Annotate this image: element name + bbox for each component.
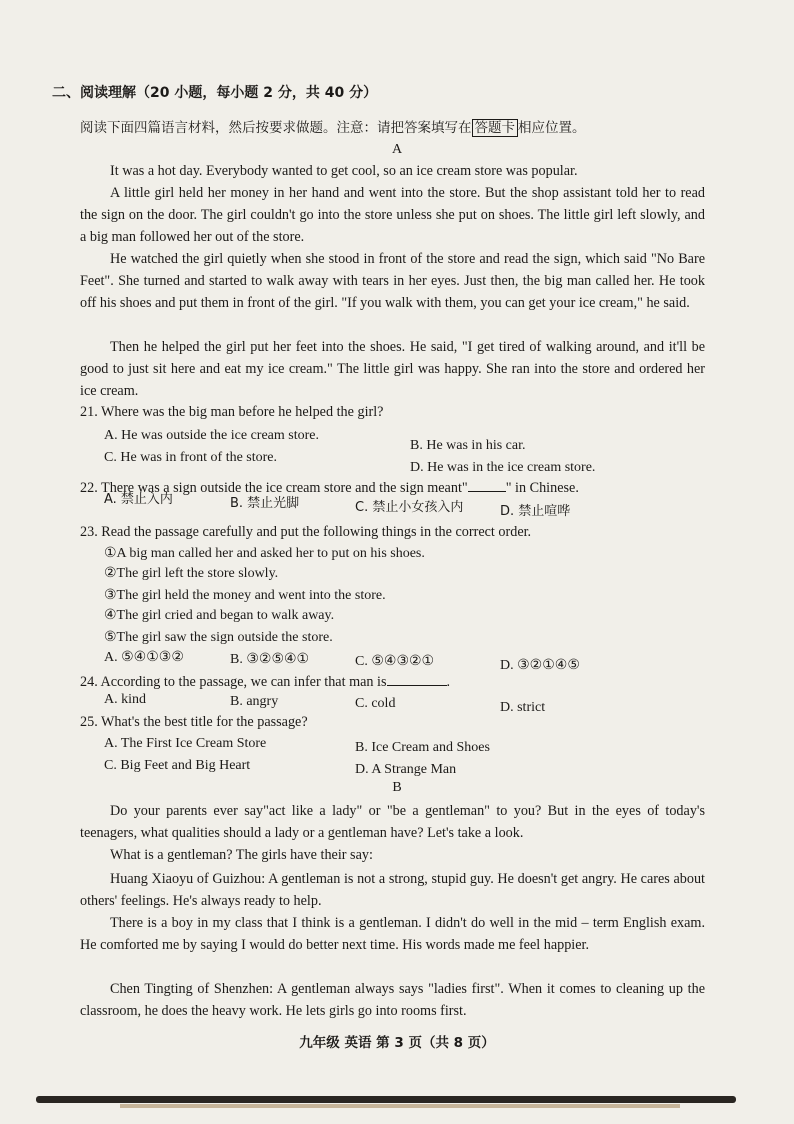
q23-item-1: ①A big man called her and asked her to put on his shoes. — [104, 546, 425, 561]
section-title: 二、阅读理解（20 小题，每小题 2 分，共 40 分） — [52, 85, 378, 101]
passage-a-paragraph-4: Then he helped the girl put her feet into the shoes. He said, "I get tired of walking around, and it'll be good to just sit here and eat my ice cream." The little girl was happy. She ran into the store and ordered her ice cream. — [80, 339, 705, 399]
q24-option-d: D. strict — [500, 700, 546, 715]
q25-option-a: A. The First Ice Cream Store — [104, 736, 267, 751]
scan-edge-shadow — [36, 1096, 736, 1103]
q23-option-d: D. ③②①④⑤ — [500, 658, 580, 673]
q24-stem-end: . — [446, 674, 451, 690]
question-24 — [80, 672, 720, 692]
passage-b-paragraph-4: There is a boy in my class that I think is a gentleman. I didn't do well in the mid – term English exam. He comforted me by saying I would do better next time. His words made me feel happier. — [80, 915, 705, 953]
q24-stem: 24. According to the passage, we can infer that man is — [80, 674, 387, 690]
q23-option-b: B. ③②⑤④① — [230, 652, 310, 667]
q23-item-3: ③The girl held the money and went into the store. — [104, 588, 386, 603]
passage-a-label: A — [391, 142, 403, 157]
q22-option-d: D. 禁止喧哗 — [500, 504, 571, 519]
q21-option-a: A. He was outside the ice cream store. — [104, 428, 319, 443]
question-21: 21. Where was the big man before he helped the girl? — [80, 404, 384, 420]
q25-option-b: B. Ice Cream and Shoes — [355, 740, 490, 755]
q21-option-c: C. He was in front of the store. — [104, 450, 278, 465]
passage-a-paragraph-3: He watched the girl quietly when she stood in front of the store and read the sign, which said "No Bare Feet". She turned and started to walk away with tears in her eyes. Just then, the big man called her. He took off his shoes and put them in front of the girl. "If you walk with them, you can get your ice cream," he said. — [80, 251, 705, 311]
passage-b-paragraph-5: Chen Tingting of Shenzhen: A gentleman always says "ladies first". When it comes to cleaning up the classroom, he does the heavy work. He lets girls go into rooms first. — [80, 981, 705, 1019]
answer-sheet-box: 答题卡 — [472, 119, 519, 137]
instruction-text: 阅读下面四篇语言材料，然后按要求做题。注意：请把答案填写在 — [80, 120, 472, 136]
q23-item-4: ④The girl cried and began to walk away. — [104, 608, 335, 623]
passage-b-paragraph-1: Do your parents ever say"act like a lady" or "be a gentleman" to you? But in the eyes of today's teenagers, what qualities should a lady or a gentleman have? Let's take a look. — [80, 803, 705, 841]
q25-option-d: D. A Strange Man — [355, 762, 457, 777]
q23-item-2: ②The girl left the store slowly. — [104, 566, 279, 581]
question-25: 25. What's the best title for the passage? — [80, 714, 308, 730]
passage-a-paragraph-2: A little girl held her money in her hand and went into the store. But the shop assistant told her to read the sign on the door. The girl couldn't go into the store unless she put on shoes. The little girl left slowly, and a big man followed her out of the store. — [80, 185, 705, 245]
q22-blank — [468, 479, 506, 492]
passage-b-label: B — [392, 780, 402, 795]
q21-option-d: D. He was in the ice cream store. — [410, 460, 596, 475]
passage-b-paragraph-3: Huang Xiaoyu of Guizhou: A gentleman is not a strong, stupid guy. He doesn't get angry. He cares about others' feelings. He's always ready to help. — [80, 871, 705, 909]
question-22 — [80, 478, 720, 498]
q23-option-c: C. ⑤④③②① — [355, 654, 435, 669]
q24-option-c: C. cold — [355, 696, 396, 711]
instruction — [80, 116, 586, 136]
q22-stem: 22. There was a sign outside the ice cream store and the sign meant" — [80, 480, 468, 496]
q22-option-a: A. 禁止入内 — [104, 492, 173, 507]
q21-option-b: B. He was in his car. — [410, 438, 526, 453]
q25-option-c: C. Big Feet and Big Heart — [104, 758, 251, 773]
q23-option-a: A. ⑤④①③② — [104, 650, 184, 665]
instruction-text-end: 相应位置。 — [518, 120, 586, 136]
q22-option-c: C. 禁止小女孩入内 — [355, 500, 464, 515]
q22-stem-end: " in Chinese. — [505, 480, 579, 496]
q24-blank — [387, 673, 447, 686]
q24-option-a: A. kind — [104, 692, 146, 707]
q24-option-b: B. angry — [230, 694, 279, 709]
page-footer: 九年级 英语 第 3 页（共 8 页） — [299, 1035, 495, 1051]
passage-a-paragraph-1: It was a hot day. Everybody wanted to get cool, so an ice cream store was popular. — [110, 163, 578, 179]
q22-option-b: B. 禁止光脚 — [230, 496, 300, 511]
q23-item-5: ⑤The girl saw the sign outside the store. — [104, 630, 333, 645]
question-23: 23. Read the passage carefully and put the following things in the correct order. — [80, 524, 532, 540]
passage-b-paragraph-2: What is a gentleman? The girls have their say: — [110, 847, 373, 863]
scan-edge-tint — [120, 1104, 680, 1108]
